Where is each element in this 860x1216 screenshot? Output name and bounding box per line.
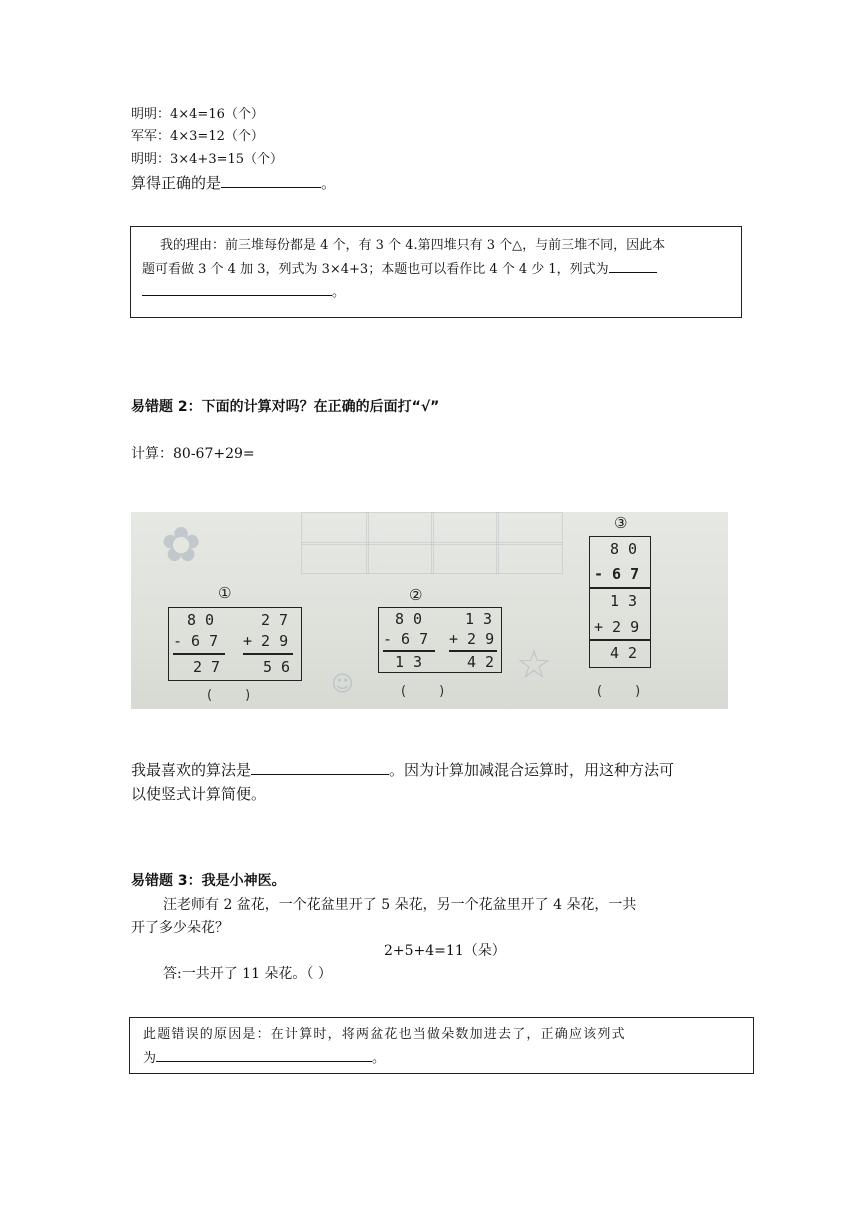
method-1-vertical-calc [168,607,302,681]
method-2-vertical-calc [378,607,502,673]
faint-star-icon: ☆ [516,642,552,688]
answer-line-junjun: 军军：4×3=12（个） [131,129,264,144]
problem-3-answer: 答:一共开了 11 朵花。（ ） [163,966,332,982]
m1-top-right: 2 7 [261,611,289,629]
error-reason-prefix: 为 [143,1051,157,1066]
method-2-number: ② [409,586,423,604]
favorite-method-line-1 [131,759,674,781]
question-text: 算得正确的是 [131,174,222,192]
period: 。 [332,285,346,300]
favorite-method-line-2: 以使竖式计算简便。 [131,785,267,803]
m1-rule-left [173,653,225,655]
faint-smiley-icon: ☺ [331,672,354,697]
m3-row-5: 4 2 [610,644,638,662]
correct-formula-blank[interactable] [156,1049,372,1062]
reason-line-3 [142,283,345,302]
m2-mid-right: + 2 9 [449,630,495,648]
period: 。 [321,174,337,192]
problem-3-equation: 2+5+4=11（朵） [384,943,506,959]
error-reason-box [129,1017,754,1074]
answer-line-mingming-2: 明明：3×4+3=15（个） [131,152,284,167]
m3-row-3: 1 3 [610,592,638,610]
m3-rule-1 [590,587,650,589]
period: 。 [372,1051,386,1066]
calculation-photo [131,512,728,709]
m2-mid-left: - 6 7 [383,630,429,648]
m1-mid-right: + 2 9 [243,632,289,650]
m2-rule-left [383,650,435,652]
m1-mid-left: - 6 7 [173,632,219,650]
faint-doodle-icon: ✿ [161,517,202,573]
question-correct [131,172,336,194]
problem-3-title: 易错题 3：我是小神医。 [131,873,286,889]
reason-line-1: 我的理由：前三堆每份都是 4 个，有 3 个 4.第四堆只有 3 个△，与前三堆不同，因此本 [160,238,666,253]
m3-row-2: - 6 7 [594,565,640,583]
calc-label: 计算：80-67+29= [131,446,255,462]
formula-blank-2[interactable] [142,283,332,296]
m2-result-left: 1 3 [395,653,423,671]
method-1-check-paren[interactable]: ( ) [207,688,251,703]
reason-line-2-text: 题可看做 3 个 4 加 3，列式为 3×4+3；本题也可以看作比 4 个 4 少 1，列式为 [142,262,609,277]
answer-line-mingming-1: 明明：4×4=16（个） [131,107,264,122]
error-reason-line-1: 此题错误的原因是：在计算时，将两盆花也当做朵数加进去了，正确应该列式 [143,1027,626,1042]
reason-box [130,226,742,318]
method-3-number: ③ [614,514,628,532]
favorite-method-blank[interactable] [251,760,389,775]
m3-row-4: + 2 9 [594,618,640,636]
m2-top-right: 1 3 [465,610,493,628]
answer-blank[interactable] [221,173,321,188]
m2-top-left: 8 0 [395,610,423,628]
method-2-check-paren[interactable]: ( ) [401,684,445,699]
favorite-prefix: 我最喜欢的算法是 [131,761,252,779]
m1-rule-right [243,653,293,655]
reason-line-2 [142,260,657,279]
problem-2-title: 易错题 2：下面的计算对吗？在正确的后面打“√” [131,399,440,415]
m1-result-right: 5 6 [263,658,291,676]
formula-blank-1[interactable] [609,260,657,273]
error-reason-line-2 [143,1049,385,1068]
method-3-check-paren[interactable]: ( ) [597,684,641,699]
m2-rule-right [449,650,497,652]
grid-line [301,542,563,545]
problem-3-line-2: 开了多少朵花？ [131,920,229,936]
m3-rule-2 [590,639,650,641]
m2-result-right: 4 2 [467,653,495,671]
m3-row-1: 8 0 [610,540,638,558]
favorite-suffix: 。因为计算加减混合运算时，用这种方法可 [389,761,675,779]
problem-3-line-1: 汪老师有 2 盆花，一个花盆里开了 5 朵花，另一个花盆里开了 4 朵花，一共 [163,897,637,913]
method-3-vertical-calc [589,536,651,668]
m1-result-left: 2 7 [193,658,221,676]
method-1-number: ① [218,584,232,602]
m1-top-left: 8 0 [187,611,215,629]
